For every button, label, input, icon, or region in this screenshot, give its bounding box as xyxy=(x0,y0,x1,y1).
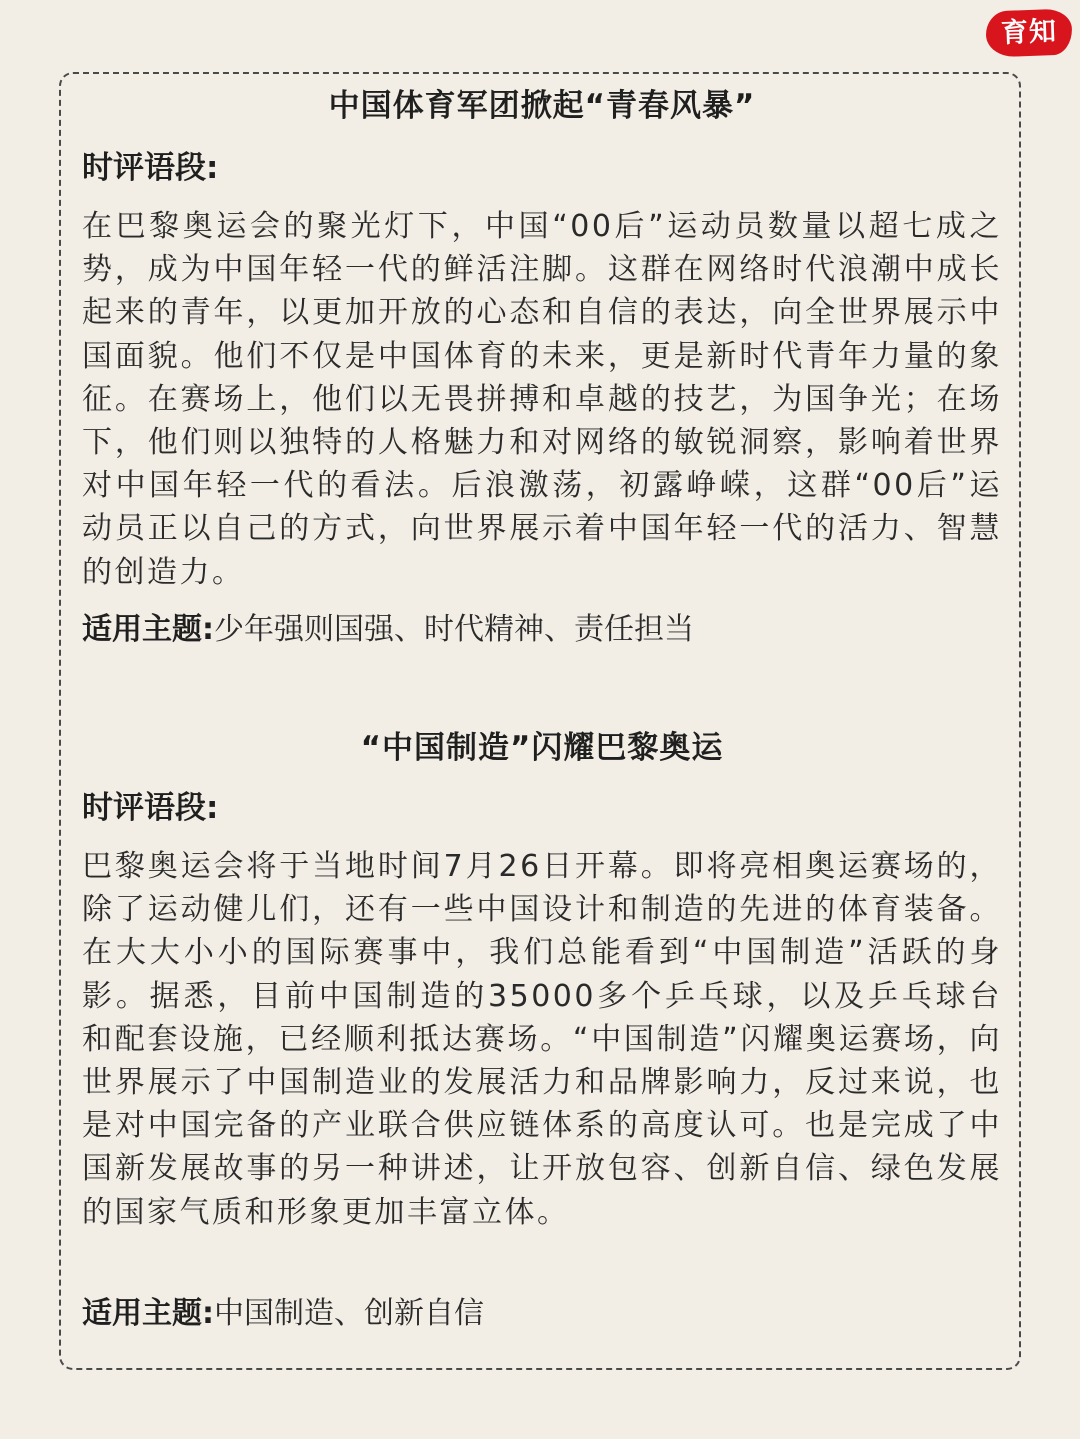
section-title: “中国制造”闪耀巴黎奥运 xyxy=(360,730,724,766)
topic-label: 适用主题: xyxy=(82,1296,214,1331)
section-title: 中国体育军团掀起“青春风暴” xyxy=(328,88,756,124)
brand-logo-badge: 育知 xyxy=(985,9,1073,58)
topic-label: 适用主题: xyxy=(82,612,214,647)
topic-value: 少年强则国强、时代精神、责任担当 xyxy=(214,612,694,647)
commentary-paragraph: 在巴黎奥运会的聚光灯下，中国“00后”运动员数量以超七成之势，成为中国年轻一代的鲜活注脚。这群在网络时代浪潮中成长起来的青年，以更加开放的心态和自信的表达，向全世界展示中国面貌。他们不仅是中国体育的未来，更是新时代青年力量的象征。在赛场上，他们以无畏拼搏和卓越的技艺，为国争光；在场下，他们则以独特的人格魅力和对网络的敏锐洞察，影响着世界对中国年轻一代的看法。后浪激荡，初露峥嵘，这群“00后”运动员正以自己的方式，向世界展示着中国年轻一代的活力、智慧的创造力。 xyxy=(82,209,1002,590)
commentary-paragraph: 巴黎奥运会将于当地时间7月26日开幕。即将亮相奥运赛场的，除了运动健儿们，还有一些中国设计和制造的先进的体育装备。在大大小小的国际赛事中，我们总能看到“中国制造”活跃的身影。据悉，目前中国制造的35000多个乒乓球，以及乒乓球台和配套设施，已经顺利抵达赛场。“中国制造”闪耀奥运赛场，向世界展示了中国制造业的发展活力和品牌影响力，反过来说，也是对中国完备的产业联合供应链体系的高度认可。也是完成了中国新发展故事的另一种讲述，让开放包容、创新自信、绿色发展的国家气质和形象更加丰富立体。 xyxy=(82,849,1002,1230)
commentary-label: 时评语段: xyxy=(82,790,219,826)
applicable-topics xyxy=(82,1294,484,1334)
applicable-topics xyxy=(82,610,694,650)
topic-value: 中国制造、创新自信 xyxy=(214,1296,484,1331)
commentary-label: 时评语段: xyxy=(82,150,219,186)
